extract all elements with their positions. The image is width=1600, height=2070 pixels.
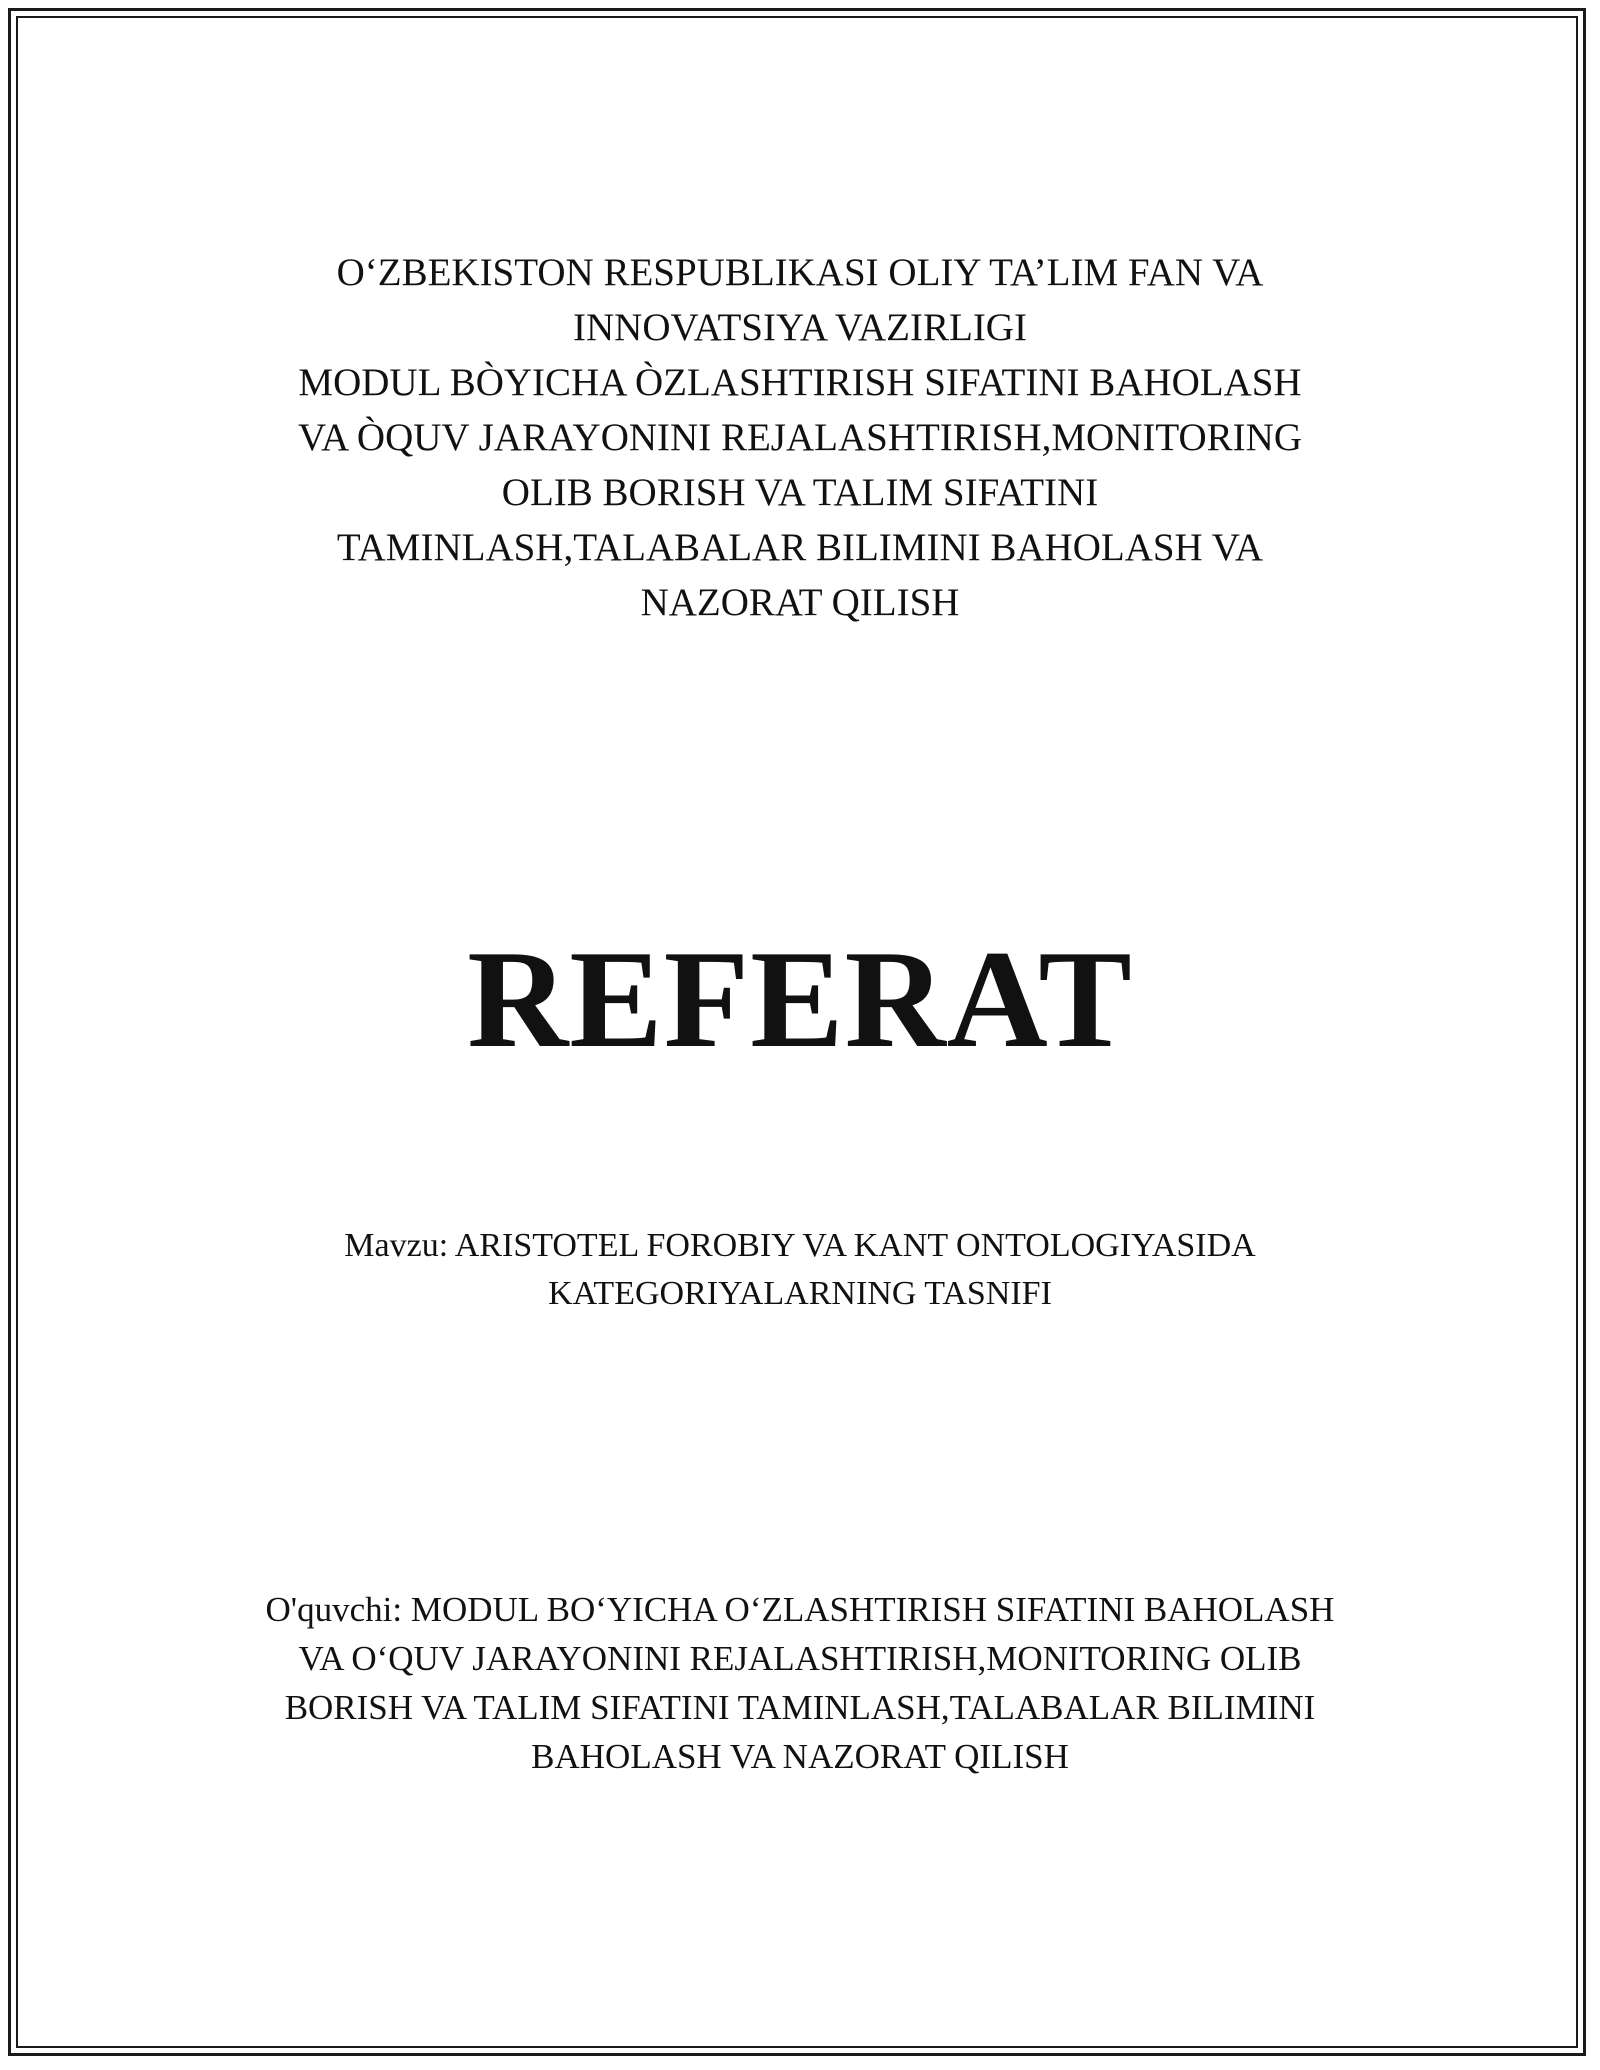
ministry-header [0,245,1600,630]
ministry-line: INNOVATSIYA VAZIRLIGI [573,306,1027,349]
ministry-line: MODUL BÒYICHA ÒZLASHTIRISH SIFATINI BAHOLASH [298,361,1302,404]
ministry-line: NAZORAT QILISH [640,581,960,624]
student-line: BAHOLASH VA NAZORAT QILISH [531,1737,1069,1776]
topic-line: Mavzu: ARISTOTEL FOROBIY VA KANT ONTOLOGIYASIDA [344,1227,1256,1264]
student-line: O'quvchi: MODUL BO‘YICHA O‘ZLASHTIRISH SIFATINI BAHOLASH [265,1590,1335,1629]
ministry-line: TAMINLASH,TALABALAR BILIMINI BAHOLASH VA [336,526,1264,569]
student-block [0,1585,1600,1781]
ministry-line: VA ÒQUV JARAYONINI REJALASHTIRISH,MONITORING [298,416,1302,459]
ministry-line: O‘ZBEKISTON RESPUBLIKASI OLIY TA’LIM FAN VA [336,251,1264,294]
topic-line: KATEGORIYALARNING TASNIFI [548,1275,1052,1312]
topic-block [0,1222,1600,1318]
student-line: VA O‘QUV JARAYONINI REJALASHTIRISH,MONITORING OLIB [298,1639,1302,1678]
ministry-line: OLIB BORISH VA TALIM SIFATINI [501,471,1099,514]
student-line: BORISH VA TALIM SIFATINI TAMINLASH,TALABALAR BILIMINI [284,1688,1316,1727]
document-title: REFERAT [467,922,1133,1077]
